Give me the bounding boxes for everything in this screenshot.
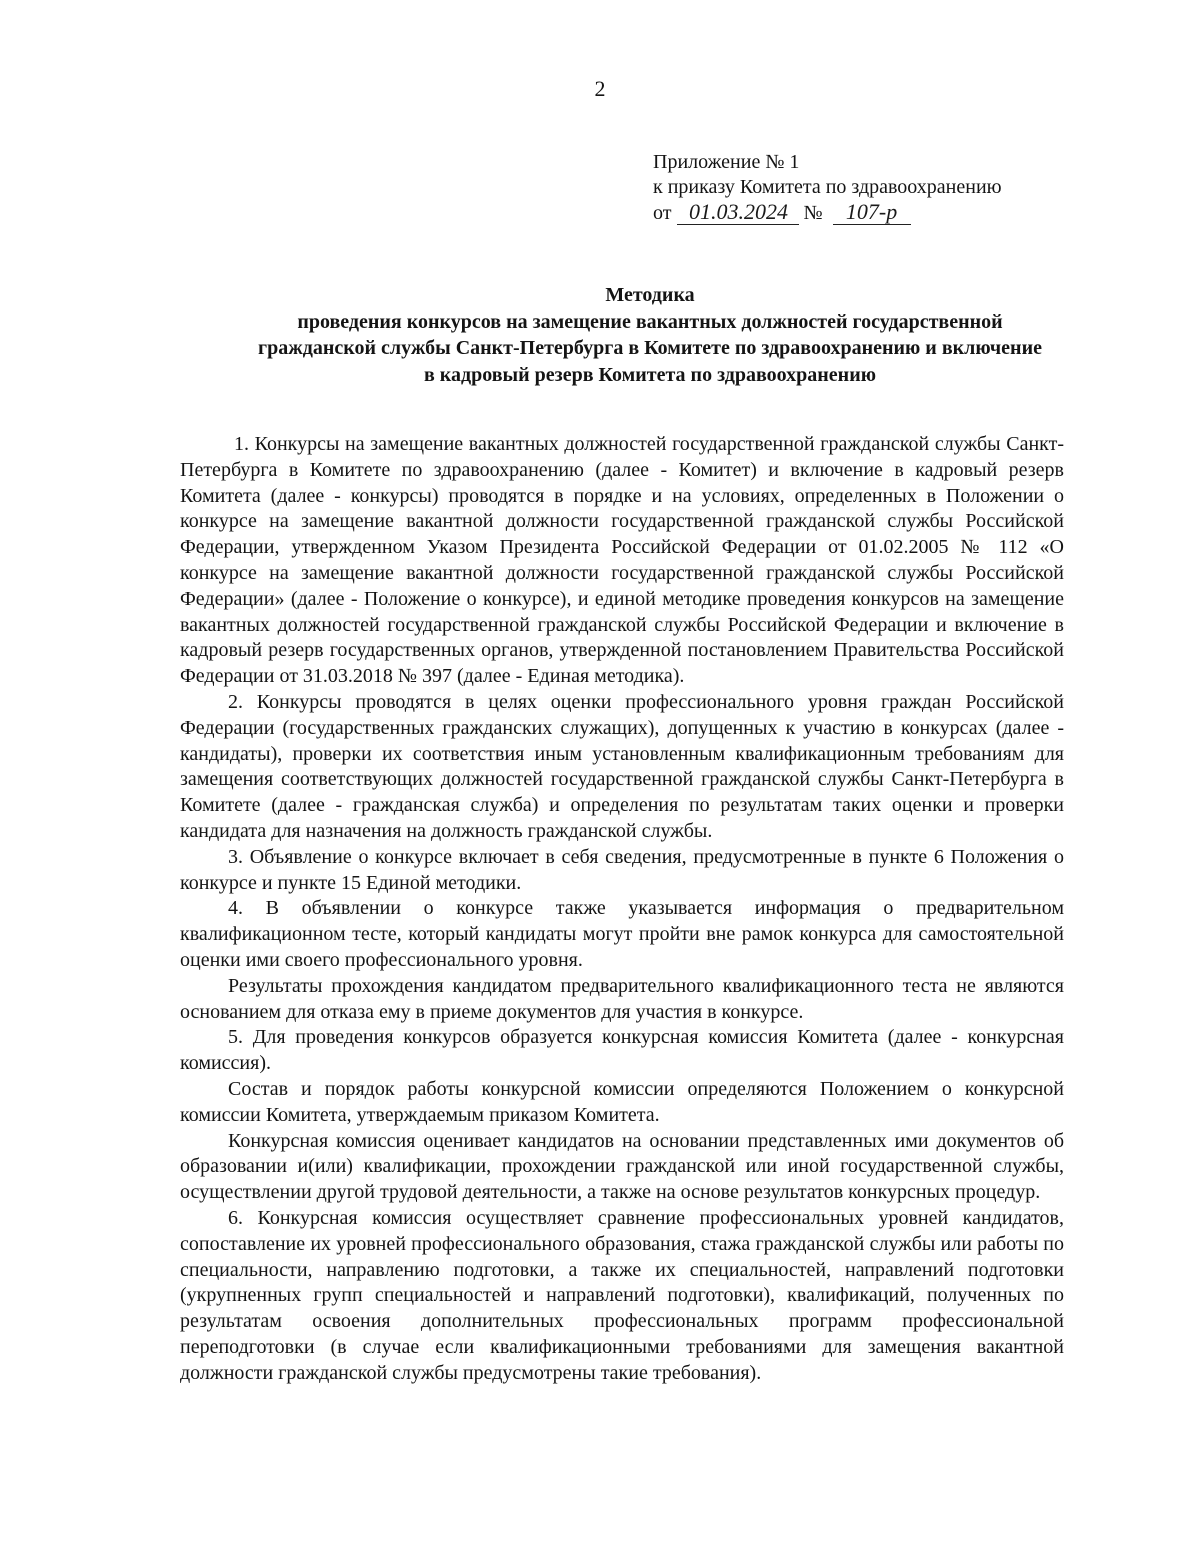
document-title [150, 282, 1150, 388]
handwritten-order-number: 107-р [833, 200, 911, 225]
paragraph-5-evaluation: Конкурсная комиссия оценивает кандидатов на основании представленных ими документов об образовании и(или) квалификации, прохождении гражданской или иной государственной службы, осуществлении другой трудовой деятельности, а также на основе результатов конкурсных процедур. [180, 1129, 1064, 1204]
title-line-3: гражданской службы Санкт-Петербурга в Комитете по здравоохранению и включение [258, 337, 1042, 359]
document-body [180, 432, 1064, 1386]
paragraph-4-note: Результаты прохождения кандидатом предварительного квалификационного теста не являются основанием для отказа ему в приеме документов для участия в конкурсе. [180, 974, 1064, 1023]
title-line-4: в кадровый резерв Комитета по здравоохранению [423, 363, 877, 386]
appendix-from-label: от [653, 202, 672, 224]
appendix-line-2: к приказу Комитета по здравоохранению [653, 176, 1002, 198]
paragraph-2: 2. Конкурсы проводятся в целях оценки профессионального уровня граждан Российской Федерации (государственных гражданских служащих), допущенных к участию в конкурсах (далее - кандидаты), проверки их соответствия иным установленным квалификационным требованиям для замещения соответствующих должностей государственной гражданской службы Санкт-Петербурга в Комитете (далее - гражданская служба) и определения по результатам таких оценки и проверки кандидата для назначения на должность гражданской службы. [180, 690, 1064, 842]
title-line-1: Методика [605, 284, 695, 306]
page-number: 2 [594, 76, 606, 101]
paragraph-6: 6. Конкурсная комиссия осуществляет сравнение профессиональных уровней кандидатов, сопоставление их уровней профессионального образования, стажа гражданской службы или работы по специальности, направлению подготовки, а также их специальностей, направлений подготовки (укрупненных групп специальностей и направлений подготовки), квалификаций, полученных по результатам освоения дополнительных профессиональных программ профессиональной переподготовки (в случае если квалификационными требованиями для замещения вакантной должности гражданской службы предусмотрены такие требования). [180, 1206, 1064, 1384]
appendix-line-1: Приложение № 1 [653, 151, 800, 173]
handwritten-date: 01.03.2024 [677, 200, 799, 225]
paragraph-3: 3. Объявление о конкурсе включает в себя сведения, предусмотренные в пункте 6 Положения о конкурсе и пункте 15 Единой методики. [180, 845, 1064, 894]
paragraph-1: 1. Конкурсы на замещение вакантных должностей государственной гражданской службы Санкт-Петербурга в Комитете по здравоохранению (далее - Комитет) и включение в кадровый резерв Комитета (далее - конкурсы) проводятся в порядке и на условиях, определенных в Положении о конкурсе на замещение вакантной должности государственной гражданской службы Российской Федерации, утвержденном Указом Президента Российской Федерации от 01.02.2005 № 112 «О конкурсе на замещение вакантной должности государственной гражданской службы Российской Федерации» (далее - Положение о конкурсе), и единой методике проведения конкурсов на замещение вакантных должностей государственной гражданской службы Российской Федерации и включение в кадровый резерв государственных органов, утвержденной постановлением Правительства Российской Федерации от 31.03.2018 № 397 (далее - Единая методика). [180, 433, 1064, 688]
paragraph-5: 5. Для проведения конкурсов образуется конкурсная комиссия Комитета (далее - конкурсная комиссия). [180, 1026, 1064, 1075]
paragraph-4: 4. В объявлении о конкурсе также указывается информация о предварительном квалификационном тесте, который кандидаты могут пройти вне рамок конкурса для самостоятельной оценки ими своего профессионального уровня. [180, 897, 1064, 971]
title-line-2: проведения конкурсов на замещение вакантных должностей государственной [297, 310, 1003, 333]
paragraph-5-composition: Состав и порядок работы конкурсной комиссии определяются Положением о конкурсной комиссии Комитета, утверждаемым приказом Комитета. [180, 1077, 1064, 1126]
appendix-line-3 [653, 200, 1073, 226]
appendix-header [653, 150, 1073, 226]
appendix-number-sign: № [803, 202, 823, 224]
